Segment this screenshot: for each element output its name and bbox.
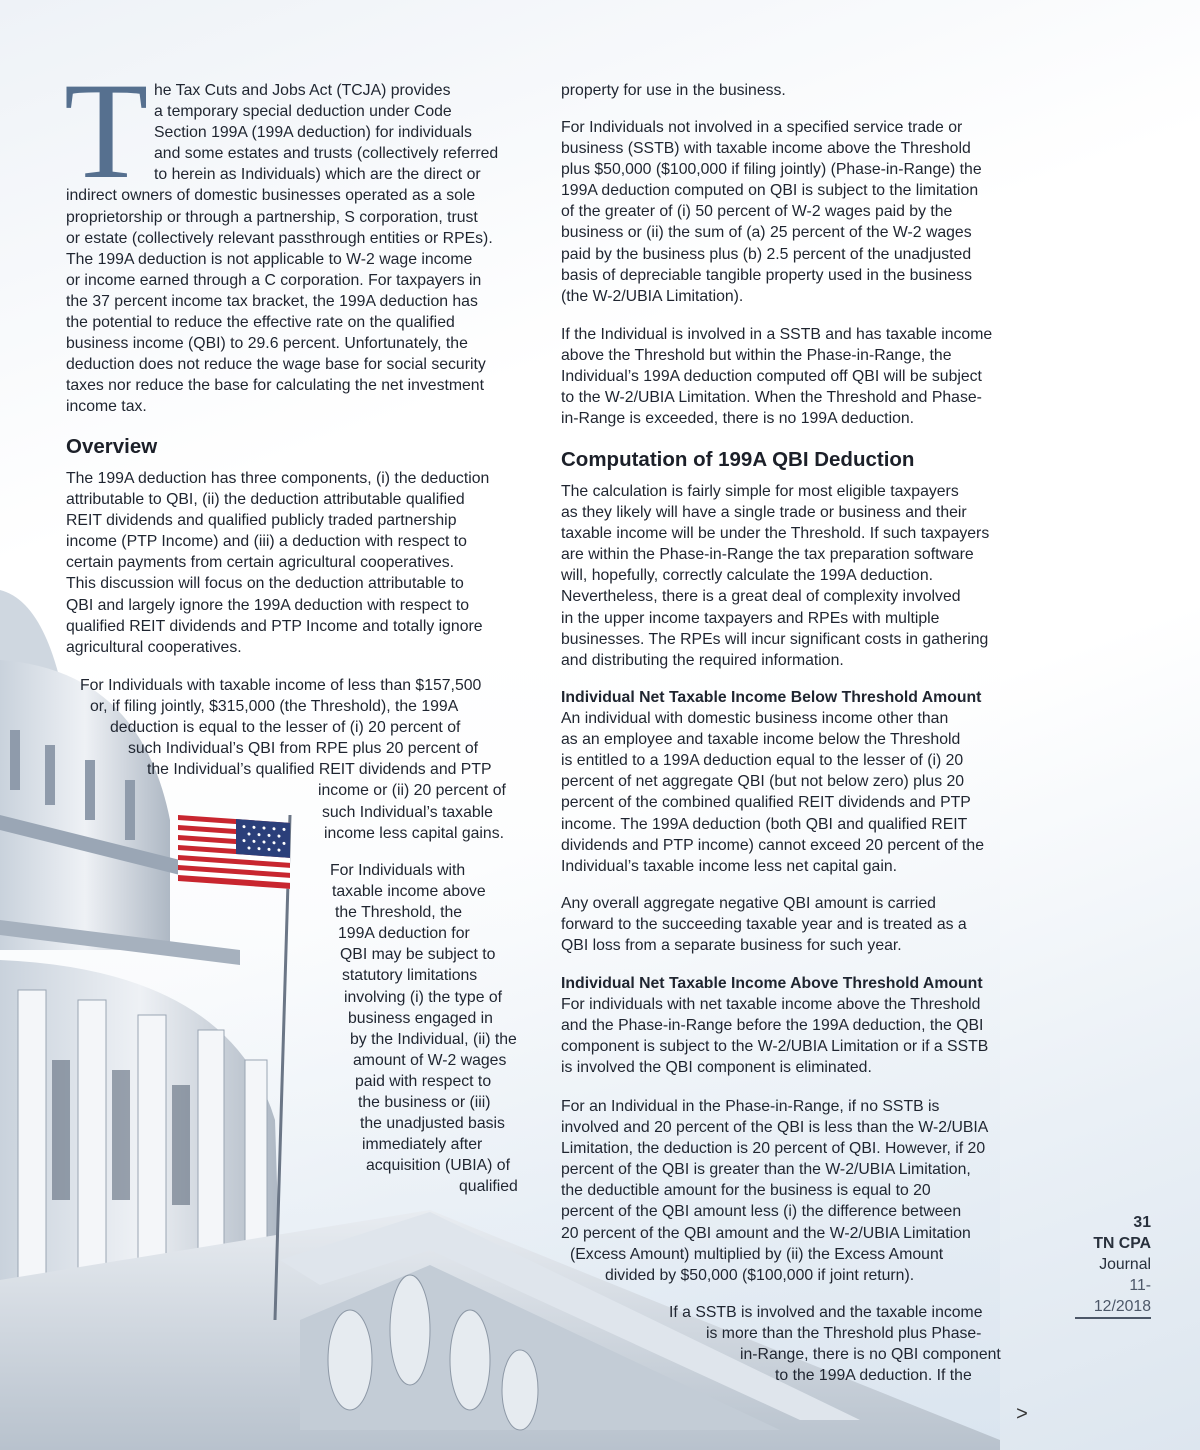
above-threshold-line: qualified (459, 1178, 518, 1196)
intro-line: or estate (collectively relevant passthrough entities or RPEs). (66, 229, 493, 247)
intro-line: income tax. (66, 398, 147, 416)
page-folio (1075, 1212, 1151, 1319)
computation-line: and distributing the required information. (561, 651, 844, 669)
above-line: and the Phase-in-Range before the 199A deduction, the QBI (561, 1017, 984, 1035)
intro-line: proprietorship or through a partnership, S corporation, trust (66, 208, 478, 226)
above-threshold-heading: Individual Net Taxable Income Above Threshold Amount (561, 975, 983, 992)
above-threshold-line: acquisition (UBIA) of (366, 1157, 510, 1175)
intro-line: The 199A deduction is not applicable to W-2 wage income (66, 250, 473, 268)
not-sstb-line: business (SSTB) with taxable income above the Threshold (561, 140, 971, 158)
sstb-line: in-Range is exceeded, there is no 199A deduction. (561, 410, 915, 428)
overview-line: The 199A deduction has three components, (i) the deduction (66, 470, 490, 487)
continuation-line (561, 80, 1041, 101)
intro-line: he Tax Cuts and Jobs Act (TCJA) provides (154, 82, 451, 99)
sstb-paragraph (561, 324, 1041, 429)
phase-line: the deductible amount for the business is equal to 20 (561, 1182, 931, 1200)
computation-line: as they likely will have a single trade or business and their (561, 504, 967, 522)
intro-line: the potential to reduce the effective rate on the qualified (66, 314, 455, 332)
below-line: percent of the combined qualified REIT dividends and PTP (561, 794, 971, 812)
below-line: as an employee and taxable income below the Threshold (561, 731, 961, 749)
negative-qbi-paragraph (561, 893, 1041, 956)
not-sstb-line: plus $50,000 ($100,000 if filing jointly) (Phase-in-Range) the (561, 161, 982, 179)
computation-line: The calculation is fairly simple for most eligible taxpayers (561, 483, 959, 500)
computation-line: are within the Phase-in-Range the tax preparation software (561, 546, 974, 564)
above-threshold-line: For Individuals with (330, 862, 466, 879)
not-sstb-line: (the W-2/UBIA Limitation). (561, 287, 744, 305)
computation-line: in the upper income taxpayers and RPEs with multiple (561, 609, 940, 627)
intro-line: or income earned through a C corporation. For taxpayers in (66, 271, 482, 289)
above-threshold-line: paid with respect to (355, 1072, 492, 1090)
intro-line: a temporary special deduction under Code (154, 103, 452, 121)
not-sstb-line: 199A deduction computed on QBI is subject to the limitation (561, 182, 979, 200)
not-sstb-line: For Individuals not involved in a specified service trade or (561, 119, 963, 136)
negative-line: QBI loss from a separate business for such year. (561, 937, 902, 955)
final-paragraph (561, 1302, 1041, 1386)
below-threshold-line: income or (ii) 20 percent of (318, 782, 506, 800)
below-threshold-section (561, 687, 1041, 877)
final-line: to the 199A deduction. If the (775, 1367, 972, 1385)
continuation-text: property for use in the business. (561, 82, 786, 99)
negative-line: forward to the succeeding taxable year and is treated as a (561, 916, 967, 934)
above-threshold-line: the Threshold, the (335, 904, 463, 922)
below-threshold-heading: Individual Net Taxable Income Below Threshold Amount (561, 689, 982, 706)
next-page-arrow-icon[interactable]: > (1016, 1403, 1028, 1425)
above-threshold-line: business engaged in (348, 1009, 493, 1027)
publication-name-line2: Journal (1099, 1256, 1151, 1274)
computation-line: Nevertheless, there is a great deal of complexity involved (561, 588, 961, 606)
below-line: percent of net aggregate QBI (but not below zero) plus 20 (561, 773, 965, 791)
overview-heading: Overview (66, 435, 158, 458)
below-threshold-line: or, if filing jointly, $315,000 (the Threshold), the 199A (90, 698, 459, 716)
intro-line: the 37 percent income tax bracket, the 199A deduction has (66, 292, 478, 310)
phase-line: For an Individual in the Phase-in-Range, if no SSTB is (561, 1098, 940, 1115)
below-threshold-line: such Individual’s taxable (322, 803, 493, 821)
not-sstb-paragraph (561, 117, 1041, 307)
below-threshold-line: deduction is equal to the lesser of (i) 20 percent of (110, 719, 461, 737)
overview-paragraph (66, 468, 546, 658)
phase-line: 20 percent of the QBI amount and the W-2/UBIA Limitation (561, 1224, 971, 1242)
overview-line: income (PTP Income) and (iii) a deduction with respect to (66, 533, 467, 551)
above-threshold-line: statutory limitations (342, 967, 478, 985)
publication-name: TN CPA (1093, 1235, 1151, 1253)
sstb-line: Individual’s 199A deduction computed off QBI will be subject (561, 368, 982, 386)
below-line: is entitled to a 199A deduction equal to the lesser of (i) 20 (561, 752, 964, 770)
above-threshold-line: 199A deduction for (338, 925, 470, 943)
above-threshold-line: QBI may be subject to (340, 946, 496, 964)
below-threshold-line: income less capital gains. (324, 824, 504, 842)
intro-line: Section 199A (199A deduction) for individuals (154, 124, 472, 142)
above-threshold-section (561, 973, 1041, 1078)
computation-line: businesses. The RPEs will incur significant costs in gathering (561, 630, 989, 648)
drop-cap: T (64, 54, 149, 207)
not-sstb-line: of the greater of (i) 50 percent of W-2 wages paid by the (561, 203, 953, 221)
not-sstb-line: paid by the business plus (b) 2.5 percent of the unadjusted (561, 245, 972, 263)
above-line: is involved the QBI component is eliminated. (561, 1059, 872, 1077)
not-sstb-line: business or (ii) the sum of (a) 25 percent of the W-2 wages (561, 224, 972, 242)
page-number: 31 (1133, 1214, 1151, 1231)
sstb-line: above the Threshold but within the Phase-in-Range, the (561, 347, 952, 365)
final-line: If a SSTB is involved and the taxable income (669, 1304, 983, 1321)
below-line: Individual’s taxable income less net capital gain. (561, 857, 898, 875)
above-threshold-line: taxable income above (332, 883, 486, 901)
below-threshold-line: the Individual’s qualified REIT dividends and PTP (147, 761, 492, 779)
overview-line: qualified REIT dividends and PTP Income and totally ignore (66, 617, 483, 635)
computation-line: will, hopefully, correctly calculate the 199A deduction. (561, 567, 934, 585)
overview-line: REIT dividends and qualified publicly traded partnership (66, 512, 457, 530)
above-threshold-line: by the Individual, (ii) the (350, 1030, 517, 1048)
phase-line: percent of the QBI is greater than the W-2/UBIA Limitation, (561, 1161, 971, 1179)
overview-line: This discussion will focus on the deduction attributable to (66, 575, 464, 593)
intro-line: deduction does not reduce the wage base for social security (66, 356, 486, 374)
below-line: income. The 199A deduction (both QBI and qualified REIT (561, 815, 968, 833)
overview-line: QBI and largely ignore the 199A deduction with respect to (66, 596, 470, 614)
above-threshold-line: amount of W-2 wages (353, 1051, 507, 1069)
above-threshold-line: immediately after (362, 1136, 483, 1154)
below-threshold-line: such Individual’s QBI from RPE plus 20 percent of (128, 740, 479, 758)
negative-line: Any overall aggregate negative QBI amount is carried (561, 895, 936, 912)
overview-line: certain payments from certain agricultural cooperatives. (66, 554, 455, 572)
sstb-line: to the W-2/UBIA Limitation. When the Threshold and Phase- (561, 389, 982, 407)
intro-line: and some estates and trusts (collectively referred (154, 145, 499, 163)
intro-line: to herein as Individuals) which are the direct or (154, 166, 481, 184)
intro-line: indirect owners of domestic businesses operated as a sole (66, 187, 476, 205)
sstb-line: If the Individual is involved in a SSTB and has taxable income (561, 326, 993, 343)
phase-line: percent of the QBI amount less (i) the difference between (561, 1203, 962, 1221)
intro-paragraph (66, 80, 546, 418)
above-threshold-line: involving (i) the type of (344, 988, 503, 1006)
computation-heading: Computation of 199A QBI Deduction (561, 448, 915, 471)
final-line: in-Range, there is no QBI component (740, 1346, 1001, 1364)
phase-line: involved and 20 percent of the QBI is less than the W-2/UBIA (561, 1119, 989, 1137)
not-sstb-line: basis of depreciable tangible property used in the business (561, 266, 972, 284)
above-threshold-line: the unadjusted basis (360, 1115, 505, 1133)
overview-line: attributable to QBI, (ii) the deduction attributable qualified (66, 491, 465, 509)
below-line: An individual with domestic business income other than (561, 710, 949, 728)
computation-paragraph (561, 481, 1041, 671)
above-line: component is subject to the W-2/UBIA Limitation or if a SSTB (561, 1038, 989, 1056)
above-threshold-line: the business or (iii) (358, 1094, 491, 1112)
above-threshold-paragraph (0, 860, 560, 1198)
computation-line: taxable income will be under the Threshold. If such taxpayers (561, 525, 990, 543)
below-line: dividends and PTP income) cannot exceed 20 percent of the (561, 836, 984, 854)
intro-line: taxes nor reduce the base for calculating the net investment (66, 377, 484, 395)
below-threshold-paragraph (0, 675, 560, 844)
intro-line: business income (QBI) to 29.6 percent. Unfortunately, the (66, 335, 468, 353)
overview-line: agricultural cooperatives. (66, 638, 242, 656)
phase-line: (Excess Amount) multiplied by (ii) the Excess Amount (570, 1245, 944, 1263)
above-line: For individuals with net taxable income above the Threshold (561, 996, 981, 1014)
below-threshold-line: For Individuals with taxable income of less than $157,500 (80, 677, 482, 694)
phase-line: divided by $50,000 ($100,000 if joint return). (605, 1266, 915, 1284)
phase-line: Limitation, the deduction is 20 percent of QBI. However, if 20 (561, 1140, 986, 1158)
issue-date: 11-12/2018 (1075, 1275, 1151, 1319)
phase-in-range-paragraph (561, 1096, 1041, 1286)
final-line: is more than the Threshold plus Phase- (706, 1325, 982, 1343)
